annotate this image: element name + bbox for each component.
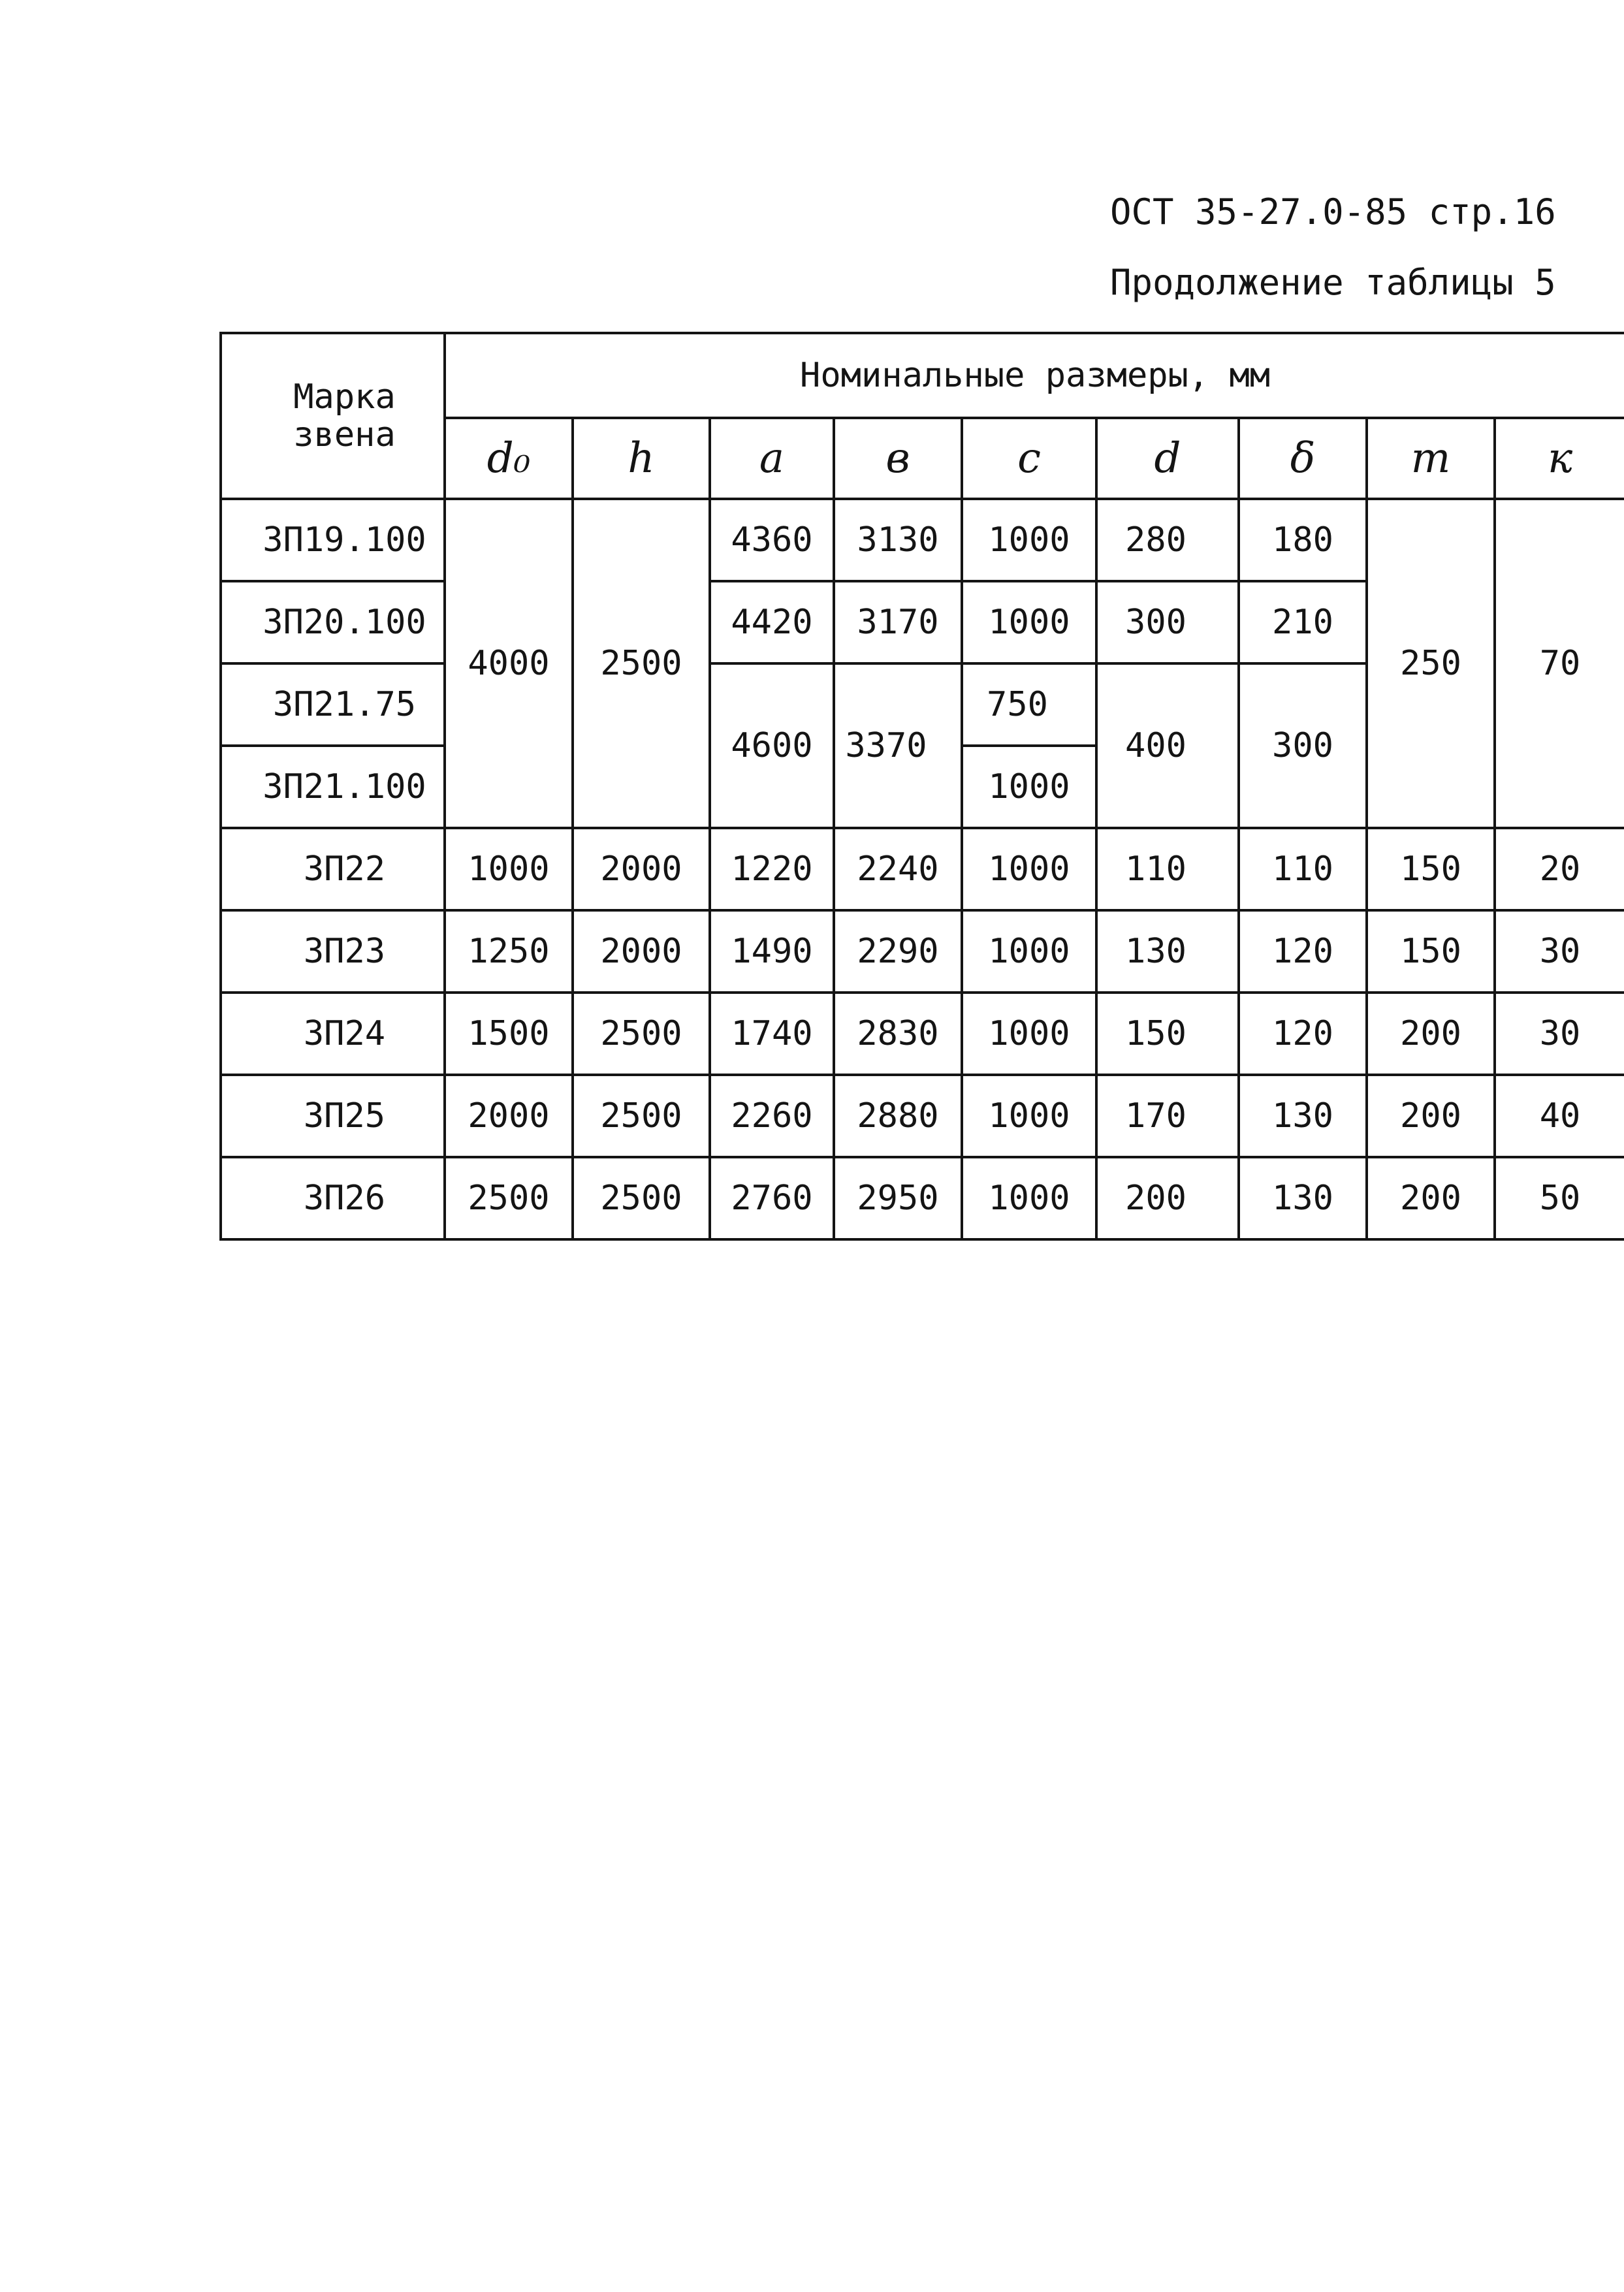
mark-cell: 3П20.100 (221, 581, 445, 663)
c-cell: 1000 (962, 581, 1096, 663)
k-cell: 70 (1495, 499, 1624, 828)
a-cell: 4420 (710, 581, 834, 663)
delta-cell: 130 (1239, 1075, 1367, 1157)
mark-cell: 3П23 (221, 910, 445, 993)
table-row (221, 828, 1624, 910)
m-cell: 150 (1367, 828, 1495, 910)
b-cell: 3170 (834, 581, 962, 663)
b-cell: 2290 (834, 910, 962, 993)
col-header-b: в (834, 418, 962, 499)
a-cell: 1740 (710, 993, 834, 1075)
c-cell: 1000 (962, 1075, 1096, 1157)
col-header-d0: d₀ (445, 418, 573, 499)
delta-cell: 110 (1239, 828, 1367, 910)
h-cell: 2500 (573, 993, 710, 1075)
col-header-h: h (573, 418, 710, 499)
a-cell: 4360 (710, 499, 834, 581)
table-row (221, 910, 1624, 993)
c-cell: 1000 (962, 1157, 1096, 1239)
b-cell: 2830 (834, 993, 962, 1075)
c-cell: 1000 (962, 746, 1096, 828)
a-cell: 2760 (710, 1157, 834, 1239)
delta-cell: 120 (1239, 993, 1367, 1075)
d0-cell: 1250 (445, 910, 573, 993)
d-cell: 300 (1096, 581, 1239, 663)
m-cell: 200 (1367, 1075, 1495, 1157)
a-cell: 2260 (710, 1075, 834, 1157)
delta-cell: 300 (1239, 663, 1367, 828)
d-cell: 400 (1096, 663, 1239, 828)
a-cell: 1220 (710, 828, 834, 910)
b-cell: 2950 (834, 1157, 962, 1239)
document-header (1110, 189, 1567, 306)
header-row (221, 333, 1624, 418)
m-cell: 200 (1367, 1157, 1495, 1239)
b-cell: 2240 (834, 828, 962, 910)
d-cell: 200 (1096, 1157, 1239, 1239)
delta-cell: 120 (1239, 910, 1367, 993)
d-cell: 170 (1096, 1075, 1239, 1157)
c-cell: 1000 (962, 993, 1096, 1075)
m-cell: 200 (1367, 993, 1495, 1075)
delta-cell: 180 (1239, 499, 1367, 581)
mark-column-header (221, 333, 445, 499)
d-cell: 110 (1096, 828, 1239, 910)
m-cell: 250 (1367, 499, 1495, 828)
d-cell: 130 (1096, 910, 1239, 993)
a-cell: 1490 (710, 910, 834, 993)
m-cell: 150 (1367, 910, 1495, 993)
col-header-delta: δ (1239, 418, 1367, 499)
h-cell: 2500 (573, 499, 710, 828)
document-code: ОСТ 35-27.0-85 стр.16 (1110, 191, 1556, 232)
mark-cell: 3П26 (221, 1157, 445, 1239)
h-cell: 2000 (573, 910, 710, 993)
h-cell: 2500 (573, 1157, 710, 1239)
b-cell: 3130 (834, 499, 962, 581)
h-cell: 2500 (573, 1075, 710, 1157)
k-cell: 40 (1495, 1075, 1624, 1157)
k-cell: 30 (1495, 993, 1624, 1075)
mark-cell: 3П25 (221, 1075, 445, 1157)
d-cell: 150 (1096, 993, 1239, 1075)
d0-cell: 2500 (445, 1157, 573, 1239)
delta-cell: 130 (1239, 1157, 1367, 1239)
c-cell: 750 (962, 663, 1096, 746)
col-header-k: к (1495, 418, 1624, 499)
table-row (221, 1157, 1624, 1239)
k-cell: 50 (1495, 1157, 1624, 1239)
mark-header-line2: звена (293, 415, 396, 454)
mark-cell: 3П19.100 (221, 499, 445, 581)
k-cell: 20 (1495, 828, 1624, 910)
d0-cell: 1500 (445, 993, 573, 1075)
b-cell: 2880 (834, 1075, 962, 1157)
d-cell: 280 (1096, 499, 1239, 581)
h-cell: 2000 (573, 828, 710, 910)
col-header-m: m (1367, 418, 1495, 499)
nominal-dimensions-header: Номинальные размеры, мм (445, 333, 1624, 418)
d0-cell: 1000 (445, 828, 573, 910)
simple-rows (221, 828, 1624, 1239)
mark-cell: 3П24 (221, 993, 445, 1075)
dimensions-table (219, 332, 1624, 1241)
c-cell: 1000 (962, 499, 1096, 581)
c-cell: 1000 (962, 828, 1096, 910)
table-caption: Продолжение таблицы 5 (1110, 262, 1556, 303)
delta-cell: 210 (1239, 581, 1367, 663)
d0-cell: 4000 (445, 499, 573, 828)
table-row (221, 499, 1624, 581)
col-header-d: d (1096, 418, 1239, 499)
a-cell: 4600 (710, 663, 834, 828)
k-cell: 30 (1495, 910, 1624, 993)
d0-cell: 2000 (445, 1075, 573, 1157)
mark-cell: 3П21.100 (221, 746, 445, 828)
col-header-a: a (710, 418, 834, 499)
table-row (221, 1075, 1624, 1157)
mark-cell: 3П22 (221, 828, 445, 910)
col-header-c: c (962, 418, 1096, 499)
c-cell: 1000 (962, 910, 1096, 993)
b-cell: 3370 (834, 663, 962, 828)
mark-header-line1: Марка (293, 377, 396, 417)
table-row (221, 993, 1624, 1075)
mark-cell: 3П21.75 (221, 663, 445, 746)
